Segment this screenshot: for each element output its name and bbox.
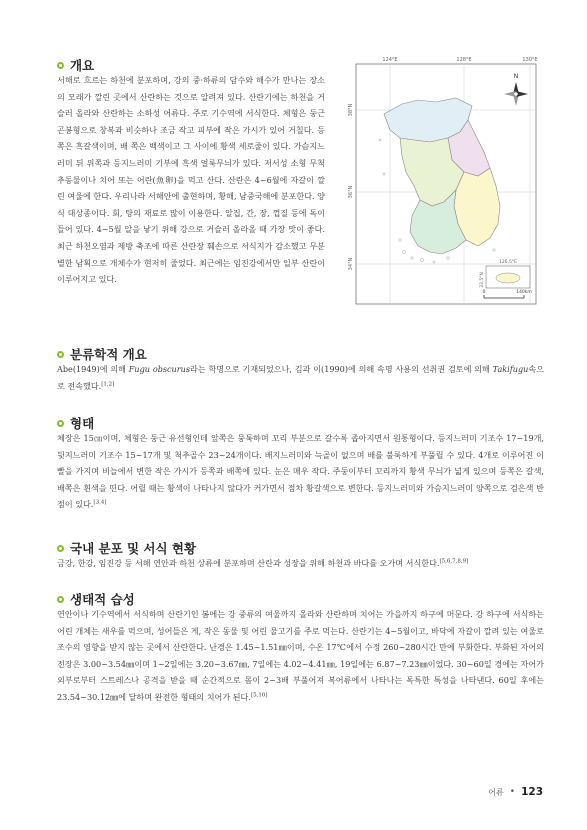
taxonomy-title: 분류학적 개요 [70,347,147,362]
morphology-text: 체장은 15㎝이며, 체형은 둥근 유선형인데 앞쪽은 뭉툭하며 꼬리 부분으로 갈수록 좁아지면서 원통형이다. 등지느러미 기조수 17~19개, 뒷지느러미 기조수 15~17개 및 척추골수 23~24개이다. 배지느러미와 늑골이 없으며 배를 불룩하게 부풀릴 수 있다. 4개로 이루어진 이빨을 가지며 비늘에서 변한 작은 가시가 등쪽과 배쪽에 있다. 눈은 매우 작다. 주둥이부터 꼬리까지 황색 무늬가 넓게 있으며 등쪽은 갈색, 배쪽은 흰색을 띤다. 어릴 때는 황색이 나타나지 않다가 커가면서 점차 황갈색으로 변한다. 등지느러미와 가슴지느러미 양쪽으로 검은색 반점이 있다. [57,433,544,510]
scientific-name-1: Fugu obscurus [128,364,191,374]
page-footer [488,786,543,798]
morphology-title: 형태 [70,416,95,431]
citation: [1,2] [101,380,115,387]
north-label: N [513,73,519,80]
overview-paragraph: 서해로 흐르는 하천에 분포하며, 강의 중·하류의 담수와 해수가 만나는 장소의 모래가 깔린 곳에서 산란하는 것으로 알려져 있다. 산란기에는 하천을 거슬러 올라와 산란하는 소하성 어류다. 주로 기수역에 서식한다. 체형은 둥근 곤봉형으로 창복과 비슷하나 조금 작고 피부에 작은 가시가 있어 거칠다. 등 쪽은 흑갈색이며, 배 쪽은 백색이고 그 사이에 황색 세로줄이 있다. 가슴지느러미 뒤 위쪽과 등지느러미 기부에 흑색 얼룩무늬가 있다. 저서성 소형 무척추동물이나 치어 또는 어란(魚卵)을 먹고 산다. 산란은 4~6월에 자갈이 깔린 여울에 한다. 우리나라 서해안에 출현하며, 황해, 남중국해에 분포한다. 양식 대상종이다. 회, 탕의 재료로 많이 이용한다. 알집, 간, 장, 껍질 등에 독이 들어 있다. 4~5월 알을 낳기 위해 강으로 거슬러 올라올 때 가장 맛이 좋다. 최근 하천오염과 제방 축조에 따른 산란장 훼손으로 서식지가 감소했고 무분별한 남획으로 개체수가 현저히 줄었다. 최근에는 임진강에서만 일부 산란이 이루어지고 있다. [57,75,326,285]
lat-label-3: 34°N [348,257,354,271]
lat-label-1: 38°N [348,103,354,117]
ecology-text: 연안이나 기수역에서 서식하며 산란기인 봄에는 강 중류의 여울까지 올라와 산란하며 치어는 가을까지 하구에 머문다. 강 하구에 서식하는 어린 개체는 새우를 먹으며, 성어들은 게, 작은 동물 및 어린 물고기를 주로 먹는다. 산란기는 4~5월이고, 바닥에 자갈이 깔려 있는 여울로 조수의 영향을 받지 않는 곳에서 산란한다. 난경은 1.45~1.51㎜이며, 수온 17℃에서 수정 260~280시간 만에 부화한다. 부화된 자어의 전장은 3.00~3.54㎜이며 1~2일에는 3.20~3.67㎜, 7일에는 4.02~4.41㎜, 19일에는 6.87~7.23㎜이었다. 30~60일 경에는 자어가 외부로부터 스트레스나 공격을 받을 때 순간적으로 몸이 2~3배 부풀어져 복어류에서 나타나는 독특한 특성을 나타낸다. 60일 후에는 23.54~30.12㎜에 달하며 완전한 형태의 치어가 된다. [57,609,544,702]
heading-bullet-icon [57,420,64,427]
heading-bullet-icon [57,545,64,552]
distribution-map [344,54,544,316]
scientific-name-2: Takifugu [492,364,529,374]
heading-bullet-icon [57,351,64,358]
taxonomy-text-2: 라는 학명으로 기재되었으나, 김과 이(1990)에 의해 속명 사용의 선취권 검토에 의해 [190,364,493,374]
distribution-paragraph [57,555,544,572]
heading-bullet-icon [57,62,64,69]
lon-label-3: 130°E [522,57,538,63]
inset-lat-label: 33.5°N [480,272,485,288]
ecology-title: 생태적 습성 [70,592,135,607]
citation: [5,6,7,8,9] [439,558,469,565]
ecology-paragraph [57,606,544,706]
citation: [3,4] [93,499,107,506]
footer-label: 어류 [488,787,504,797]
morphology-paragraph [57,430,544,513]
scale-label-1: 140km [516,290,532,295]
page-number: 123 [521,786,543,798]
lon-label-2: 128°E [456,57,472,63]
distribution-text: 금강, 한강, 임진강 등 서해 연안과 하천 상류에 분포하며 산란과 성장을 위해 하천과 바다를 오가며 서식한다. [57,558,440,568]
lon-label-1: 124°E [382,57,398,63]
footer-separator: • [509,787,516,797]
citation: [5,10] [250,692,268,699]
overview-title: 개요 [70,58,95,73]
heading-bullet-icon [57,596,64,603]
lat-label-2: 36°N [348,185,354,199]
taxonomy-text-3: 속으로 전속했다. [57,364,545,391]
inset-lon-label: 126.5°E [499,260,517,265]
taxonomy-paragraph [57,361,544,394]
taxonomy-text-1: Abe(1949)에 의해 [57,364,129,374]
scale-label-0: 0 [482,290,486,295]
distribution-title: 국내 분포 및 서식 현황 [70,541,197,556]
